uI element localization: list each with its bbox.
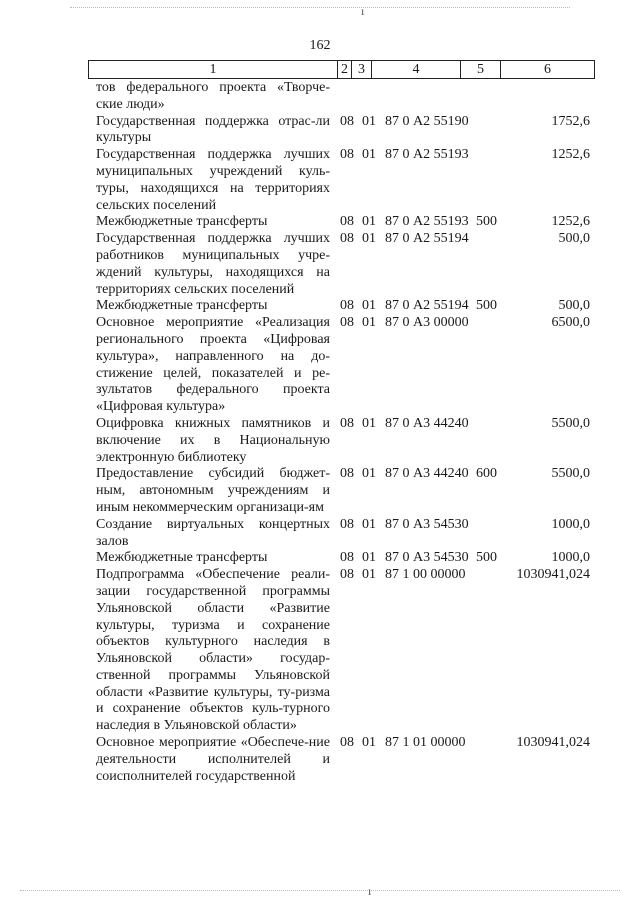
row-name: Государственная поддержка отрас-ли культуры — [96, 113, 330, 146]
row-name: Основное мероприятие «Реализация регионального проекта «Цифровая культура», направленного на до-стижение целей, показателей и ре-зультатов федерального проекта «Цифровая культура» — [96, 315, 330, 415]
row-name: Государственная поддержка лучших муниципальных учреждений куль-туры, находящихся на территориях сельских поселений — [96, 147, 330, 213]
row-subsection: 01 — [362, 315, 376, 331]
row-target-code: 87 0 А3 54530 — [385, 550, 469, 566]
header-col-name: 1 — [89, 61, 338, 79]
table-row — [0, 231, 640, 298]
header-col-sum: 6 — [501, 61, 595, 79]
row-expense-type: 500 — [476, 298, 497, 314]
row-target-code: 87 1 00 00000 — [385, 567, 466, 583]
row-sum: 1000,0 — [551, 516, 590, 532]
row-name: Оцифровка книжных памятников и включение их в Национальную электронную библиотеку — [96, 415, 330, 465]
row-name: Подпрограмма «Обеспечение реали-зации государственной программы Ульяновской области «Развитие культуры, туризма и сохранение объектов культурного наследия в Ульяновской области» государ-ственной программы Ульяновской области «Развитие культуры, ту-ризма и сохранение объектов куль-турного наследия в Ульяновской области» — [96, 567, 330, 734]
column-header-table — [88, 60, 595, 79]
row-target-code: 87 0 А2 55193 — [385, 147, 469, 163]
table-row — [0, 114, 640, 148]
table-row — [0, 214, 640, 231]
row-section: 08 — [340, 466, 354, 482]
row-target-code: 87 0 А2 55194 — [385, 298, 469, 314]
table-row — [0, 735, 640, 785]
row-sum: 5500,0 — [551, 415, 590, 431]
row-sum: 500,0 — [558, 231, 590, 247]
row-section: 08 — [340, 735, 354, 751]
header-col-section: 2 — [338, 61, 352, 79]
table-row — [0, 567, 640, 735]
row-subsection: 01 — [362, 298, 376, 314]
row-sum: 1000,0 — [551, 550, 590, 566]
scan-mark-top: ı — [361, 4, 365, 18]
scan-mark-bottom: ı — [368, 884, 372, 898]
row-name: Основное мероприятие «Обеспече-ние деятельности исполнителей и соисполнителей государственной — [96, 735, 330, 784]
header-col-target-code: 4 — [372, 61, 461, 79]
row-sum: 1030941,024 — [516, 735, 590, 751]
scan-artifact-top — [70, 7, 570, 8]
row-name: Создание виртуальных концертных залов — [96, 516, 330, 549]
row-expense-type: 500 — [476, 214, 497, 230]
row-section: 08 — [340, 550, 354, 566]
row-name: Государственная поддержка лучших работников муниципальных учре-ждений культуры, находящихся на территориях сельских поселений — [96, 231, 330, 297]
row-subsection: 01 — [362, 550, 376, 566]
row-subsection: 01 — [362, 231, 376, 247]
row-target-code: 87 0 А2 55194 — [385, 231, 469, 247]
row-subsection: 01 — [362, 735, 376, 751]
table-row — [0, 416, 640, 466]
row-target-code: 87 0 А3 44240 — [385, 415, 469, 431]
table-row — [0, 315, 640, 416]
scan-artifact-bottom — [20, 890, 620, 891]
row-name: Предоставление субсидий бюджет-ным, автономным учреждениям и иным некоммерческим организаци-ям — [96, 466, 330, 515]
row-section: 08 — [340, 147, 354, 163]
row-section: 08 — [340, 415, 354, 431]
row-target-code: 87 0 А3 44240 — [385, 466, 469, 482]
budget-rows — [0, 80, 640, 785]
row-expense-type: 500 — [476, 550, 497, 566]
row-name: Межбюджетные трансферты — [96, 298, 268, 314]
row-sum: 1252,6 — [551, 147, 590, 163]
row-subsection: 01 — [362, 466, 376, 482]
row-subsection: 01 — [362, 214, 376, 230]
row-subsection: 01 — [362, 415, 376, 431]
row-expense-type: 600 — [476, 466, 497, 482]
row-target-code: 87 0 А3 00000 — [385, 315, 469, 331]
table-row — [0, 298, 640, 315]
row-sum: 5500,0 — [551, 466, 590, 482]
row-target-code: 87 0 А2 55190 — [385, 113, 469, 129]
row-sum: 6500,0 — [551, 315, 590, 331]
row-target-code: 87 0 А3 54530 — [385, 516, 469, 532]
row-subsection: 01 — [362, 567, 376, 583]
table-row — [0, 147, 640, 214]
row-subsection: 01 — [362, 516, 376, 532]
row-subsection: 01 — [362, 147, 376, 163]
page-number: 162 — [309, 38, 331, 53]
row-sum: 1252,6 — [551, 214, 590, 230]
row-section: 08 — [340, 231, 354, 247]
row-sum: 1030941,024 — [516, 567, 590, 583]
row-section: 08 — [340, 298, 354, 314]
row-subsection: 01 — [362, 113, 376, 129]
table-row — [0, 80, 640, 114]
row-sum: 1752,6 — [551, 113, 590, 129]
header-row — [89, 61, 595, 79]
header-col-expense-type: 5 — [461, 61, 501, 79]
row-section: 08 — [340, 315, 354, 331]
row-sum: 500,0 — [558, 298, 590, 314]
row-section: 08 — [340, 113, 354, 129]
row-target-code: 87 1 01 00000 — [385, 735, 466, 751]
row-section: 08 — [340, 516, 354, 532]
row-name: Межбюджетные трансферты — [96, 214, 268, 230]
row-name: тов федерального проекта «Творче-ские люди» — [96, 80, 330, 112]
table-row — [0, 517, 640, 551]
row-name: Межбюджетные трансферты — [96, 550, 268, 566]
table-row — [0, 466, 640, 516]
table-row — [0, 550, 640, 567]
row-section: 08 — [340, 214, 354, 230]
row-section: 08 — [340, 567, 354, 583]
header-col-subsection: 3 — [352, 61, 372, 79]
row-target-code: 87 0 А2 55193 — [385, 214, 469, 230]
